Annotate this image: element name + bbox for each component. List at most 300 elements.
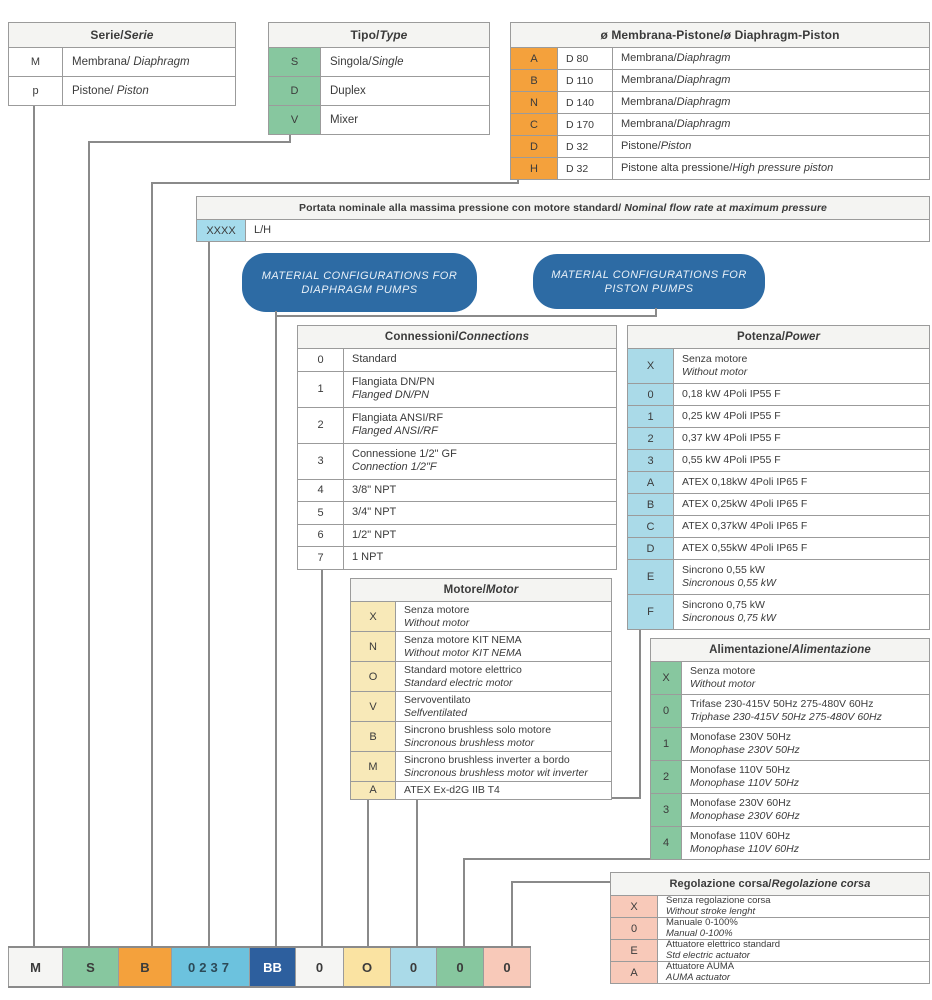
code-cell: D [511,136,558,157]
description-cell [658,896,929,917]
text-segment: Potenza/ [736,331,786,343]
diametro-row-C [511,113,929,135]
code-segment-motore: O [344,948,391,986]
description-cell [682,695,929,727]
description-cell [246,220,929,241]
potenza-row-2 [628,427,929,449]
description-line [666,973,921,984]
code-cell: N [351,632,396,661]
text-segment: 0,18 kW 4Poli IP55 F [682,388,781,400]
description-line [682,599,921,612]
potenza-row-A [628,471,929,493]
description-cell [613,70,929,91]
text-segment: Single [371,56,404,68]
text-segment: Without motor [682,366,748,378]
alimentazione-row-1 [651,727,929,760]
description-line [352,484,608,498]
description-line [404,784,603,797]
description-cell [682,662,929,694]
code-segment-materiali: BB [250,948,296,986]
code-cell: X [611,896,658,917]
motore-table-title [351,579,611,601]
description-line [690,777,921,790]
connector-line [367,794,369,947]
description-line [690,678,921,691]
text-segment: 0,37 kW 4Poli IP55 F [682,432,781,444]
model-code-row [8,946,531,988]
text-segment: Diaphragm [133,56,190,68]
description-cell [344,525,616,547]
text-segment: Motore/ [443,584,486,596]
description-cell [396,602,611,631]
connector-line [275,311,277,947]
serie-row-p [9,76,235,105]
description-cell [344,349,616,371]
motore-row-O [351,661,611,691]
description-cell [344,480,616,502]
code-cell: 3 [298,444,344,479]
connector-line [88,141,90,947]
description-cell [658,918,929,939]
code-cell: S [269,48,321,76]
description-line [404,634,603,647]
code-segment-portata: 0237 [172,948,250,986]
tipo-table-title [269,23,489,47]
code-cell: N [511,92,558,113]
connessioni-row-0 [298,348,616,371]
description-cell [396,722,611,751]
code-cell: F [628,595,674,629]
description-cell [674,538,929,559]
connessioni-row-7 [298,546,616,569]
description-cell [674,384,929,405]
text-segment: Type [379,28,408,42]
text-segment: Without stroke lenght [666,905,756,917]
description-line [690,764,921,777]
alimentazione-row-3 [651,793,929,826]
portata-row-XXXX [197,219,929,241]
connessioni-row-2 [298,407,616,443]
text-segment: ø Membrana-Pistone/ [600,28,724,42]
text-segment: ATEX 0,25kW 4Poli IP65 F [682,498,808,510]
text-segment: Servoventilato [404,694,471,706]
text-segment: 0,55 kW 4Poli IP55 F [682,454,781,466]
description-cell [658,940,929,961]
text-segment: Alimentazione [791,644,871,656]
regolazione-row-A [611,961,929,983]
code-cell: C [511,114,558,135]
description-cell [613,136,929,157]
potenza-row-0 [628,383,929,405]
text-segment: ATEX 0,18kW 4Poli IP65 F [682,476,808,488]
description-line [690,698,921,711]
text-segment: Sincrono brushless inverter a bordo [404,754,570,766]
description-line [404,647,603,660]
tipo-row-S [269,47,489,76]
text-segment: Selfventilated [404,706,468,719]
code-cell: 0 [628,384,674,405]
text-segment: Monofase 230V 50Hz [690,731,791,743]
code-cell: B [351,722,396,751]
text-segment: Senza motore [404,604,470,616]
text-segment: Monofase 110V 50Hz [690,764,791,776]
text-segment: Sincronous brushless motor wit inverter [404,766,588,779]
description-cell [674,472,929,493]
text-segment: Serie [123,28,154,42]
description-line [352,412,608,426]
connessioni-row-5 [298,501,616,524]
description-line [682,520,921,533]
motore-row-X [351,601,611,631]
material-box-piston: MATERIAL CONFIGURATIONS FOR PISTON PUMPS [533,254,765,309]
size-cell: D 32 [558,136,613,157]
description-line [330,84,480,98]
text-segment: Monophase 110V 60Hz [690,843,799,855]
code-cell: 2 [298,408,344,443]
description-line [690,810,921,823]
potenza-row-1 [628,405,929,427]
alimentazione-row-0 [651,694,929,727]
text-segment: Flanged ANSI/RF [352,425,438,437]
potenza-row-E [628,559,929,594]
connector-line [151,182,153,947]
motore-row-A [351,781,611,799]
description-line [404,737,603,750]
description-line [404,754,603,767]
connessioni-row-3 [298,443,616,479]
alimentazione-row-4 [651,826,929,859]
description-cell [344,502,616,524]
text-segment: Pistone/ [621,140,661,152]
description-cell [321,106,489,134]
connessioni-row-1 [298,371,616,407]
text-segment: Regolazione corsa [771,878,871,890]
description-cell [658,962,929,983]
regolazione-row-E [611,939,929,961]
description-cell [396,752,611,781]
description-line [404,767,603,780]
code-cell: 2 [628,428,674,449]
description-line [404,617,603,630]
diametro-row-D [511,135,929,157]
text-segment: Monofase 110V 60Hz [690,830,791,842]
description-line [682,432,921,445]
description-line [682,366,921,379]
motore-row-N [351,631,611,661]
description-line [682,612,921,625]
text-segment: Senza motore [682,353,748,365]
text-segment: Sincrono 0,55 kW [682,564,765,576]
diametro-row-N [511,91,929,113]
alimentazione-row-X [651,661,929,694]
description-cell [674,428,929,449]
portata-table [196,196,930,242]
text-segment: Motor [485,584,519,596]
description-cell [344,547,616,569]
regolazione-row-0 [611,917,929,939]
diametro-row-B [511,69,929,91]
code-cell: X [351,602,396,631]
code-cell: XXXX [197,220,246,241]
text-segment: Diaphragm [676,74,731,86]
description-line [682,498,921,511]
potenza-table [627,325,930,630]
code-cell: 7 [298,547,344,569]
regolazione-table-title [611,873,929,895]
text-segment: Monophase 230V 60Hz [690,810,800,822]
text-segment: Sincronous 0,75 kW [682,612,776,624]
description-line [682,577,921,590]
serie-table-title [9,23,235,47]
size-cell: D 170 [558,114,613,135]
code-cell: V [269,106,321,134]
text-segment: Monophase 110V 50Hz [690,777,799,789]
diametro-table-title [511,23,929,47]
description-line [682,542,921,555]
text-segment: Pistone/ [72,85,117,97]
description-line [690,711,921,724]
text-segment: Membrana/ [621,52,677,64]
connector-line [511,881,513,947]
connector-line [208,242,210,947]
description-line [682,454,921,467]
code-cell: A [351,782,396,799]
text-segment: Flangiata ANSI/RF [352,411,444,424]
description-line [72,84,226,98]
text-segment: Senza motore [690,665,756,677]
description-line [352,425,608,439]
text-segment: Connessioni/ [384,331,459,343]
text-segment: ATEX 0,37kW 4Poli IP65 F [682,520,808,532]
code-cell: A [611,962,658,983]
tipo-row-D [269,76,489,105]
connessioni-table [297,325,617,570]
description-line [404,664,603,677]
description-line [254,224,921,237]
description-cell [396,782,611,799]
description-line [690,731,921,744]
code-cell: X [651,662,682,694]
text-segment: Sincronous 0,55 kW [682,577,776,589]
description-cell [396,632,611,661]
text-segment: Standard electric motor [404,676,513,689]
text-segment: Without motor [690,678,756,690]
description-line [621,52,921,65]
text-segment: Diaphragm [676,118,731,130]
text-segment: 1 NPT [352,551,384,563]
description-cell [682,761,929,793]
text-segment: Alimentazione/ [709,644,792,656]
connector-line [463,858,465,947]
code-cell: D [628,538,674,559]
description-cell [63,48,235,76]
text-segment: High pressure piston [732,162,834,174]
connessioni-table-title [298,326,616,348]
text-segment: 0,25 kW 4Poli IP55 F [682,410,781,422]
text-segment: Triphase 230-415V 50Hz 275-480V 60Hz [690,711,882,723]
description-line [690,797,921,810]
text-segment: AUMA actuator [666,971,731,983]
text-segment: Senza motore KIT NEMA [404,634,522,646]
code-segment-alimentazione: 0 [437,948,484,986]
description-line [690,830,921,843]
description-cell [613,158,929,179]
description-cell [344,444,616,479]
text-segment: Sincrono brushless solo motore [404,724,552,736]
description-line [404,677,603,690]
potenza-row-3 [628,449,929,471]
code-cell: B [628,494,674,515]
text-segment: Flangiata DN/PN [352,375,435,388]
text-segment: 3/8" NPT [352,483,397,496]
description-cell [396,692,611,721]
potenza-row-C [628,515,929,537]
description-cell [63,77,235,105]
alimentazione-row-2 [651,760,929,793]
text-segment: Duplex [330,85,366,97]
text-segment: Regolazione corsa/ [669,878,772,890]
description-line [352,461,608,475]
text-segment: Singola/ [330,56,372,68]
material-box-diaphragm: MATERIAL CONFIGURATIONS FOR DIAPHRAGM PUMPS [242,253,477,312]
diametro-table [510,22,930,180]
text-segment: Serie/ [90,28,124,42]
description-line [682,388,921,401]
description-line [666,929,921,940]
size-cell: D 110 [558,70,613,91]
text-segment: Nominal flow rate at maximum pressure [624,202,827,214]
code-cell: M [351,752,396,781]
code-cell: M [9,48,63,76]
code-cell: A [511,48,558,69]
description-line [690,744,921,757]
description-line [666,951,921,962]
tipo-table [268,22,490,135]
description-line [682,564,921,577]
description-line [352,506,608,520]
size-cell: D 140 [558,92,613,113]
code-cell: 3 [651,794,682,826]
potenza-row-X [628,348,929,383]
size-cell: D 80 [558,48,613,69]
code-cell: 1 [651,728,682,760]
text-segment: L/H [254,224,272,236]
description-cell [674,560,929,594]
code-cell: p [9,77,63,105]
description-cell [682,794,929,826]
text-segment: Attuatore elettrico standard [666,939,781,950]
description-cell [396,662,611,691]
description-cell [674,349,929,383]
connector-line [655,308,657,317]
description-line [352,448,608,462]
motore-row-B [351,721,611,751]
code-cell: D [269,77,321,105]
text-segment: Std electric actuator [666,949,750,961]
text-segment: ø Diaphragm-Piston [723,28,840,42]
text-segment: Piston [116,85,149,97]
potenza-row-F [628,594,929,629]
code-cell: A [628,472,674,493]
description-line [352,529,608,543]
potenza-row-B [628,493,929,515]
description-line [352,353,608,367]
connessioni-row-4 [298,479,616,502]
text-segment: Sincronous brushless motor [404,736,535,749]
code-cell: 5 [298,502,344,524]
serie-table [8,22,236,106]
text-segment: Without motor [404,616,470,629]
connector-line [275,315,657,317]
code-cell: 2 [651,761,682,793]
text-segment: Senza regolazione corsa [666,895,771,906]
code-cell: 0 [298,349,344,371]
description-line [352,376,608,390]
motore-row-V [351,691,611,721]
code-cell: V [351,692,396,721]
connector-line [88,141,291,143]
description-cell [321,48,489,76]
code-cell: 3 [628,450,674,471]
description-line [621,162,921,175]
description-line [330,55,480,69]
connessioni-row-6 [298,524,616,547]
text-segment: Pistone alta pressione/ [621,162,733,174]
description-cell [682,827,929,859]
connector-line [639,629,641,799]
text-segment: Membrana/ [621,118,677,130]
description-line [690,843,921,856]
code-segment-serie: M [8,948,63,986]
text-segment: Flanged DN/PN [352,389,430,401]
description-cell [613,48,929,69]
description-cell [321,77,489,105]
text-segment: Trifase 230-415V 50Hz 275-480V 60Hz [690,698,874,710]
text-segment: Without motor KIT NEMA [404,646,522,659]
code-cell: X [628,349,674,383]
serie-row-M [9,47,235,76]
text-segment: 3/4" NPT [352,506,397,518]
description-line [682,410,921,423]
potenza-row-D [628,537,929,559]
tipo-row-V [269,105,489,134]
text-segment: Diaphragm [676,96,731,108]
description-line [621,140,921,153]
code-cell: O [351,662,396,691]
code-segment-regolazione: 0 [484,948,531,986]
code-cell: C [628,516,674,537]
description-cell [674,406,929,427]
size-cell: D 32 [558,158,613,179]
text-segment: Tipo/ [350,28,380,42]
text-segment: Sincrono 0,75 kW [682,599,765,611]
text-segment: Monofase 230V 60Hz [690,797,791,809]
text-segment: Diaphragm [676,52,731,64]
text-segment: Standard [352,353,397,365]
code-cell: 1 [628,406,674,427]
code-cell: 1 [298,372,344,407]
text-segment: Mixer [330,114,359,126]
description-cell [674,595,929,629]
connector-line [321,559,323,947]
text-segment: Membrana/ [72,56,134,68]
description-cell [613,114,929,135]
text-segment: Manual 0-100% [666,927,733,939]
connector-line [416,797,418,947]
description-cell [344,372,616,407]
code-cell: E [611,940,658,961]
description-line [690,665,921,678]
